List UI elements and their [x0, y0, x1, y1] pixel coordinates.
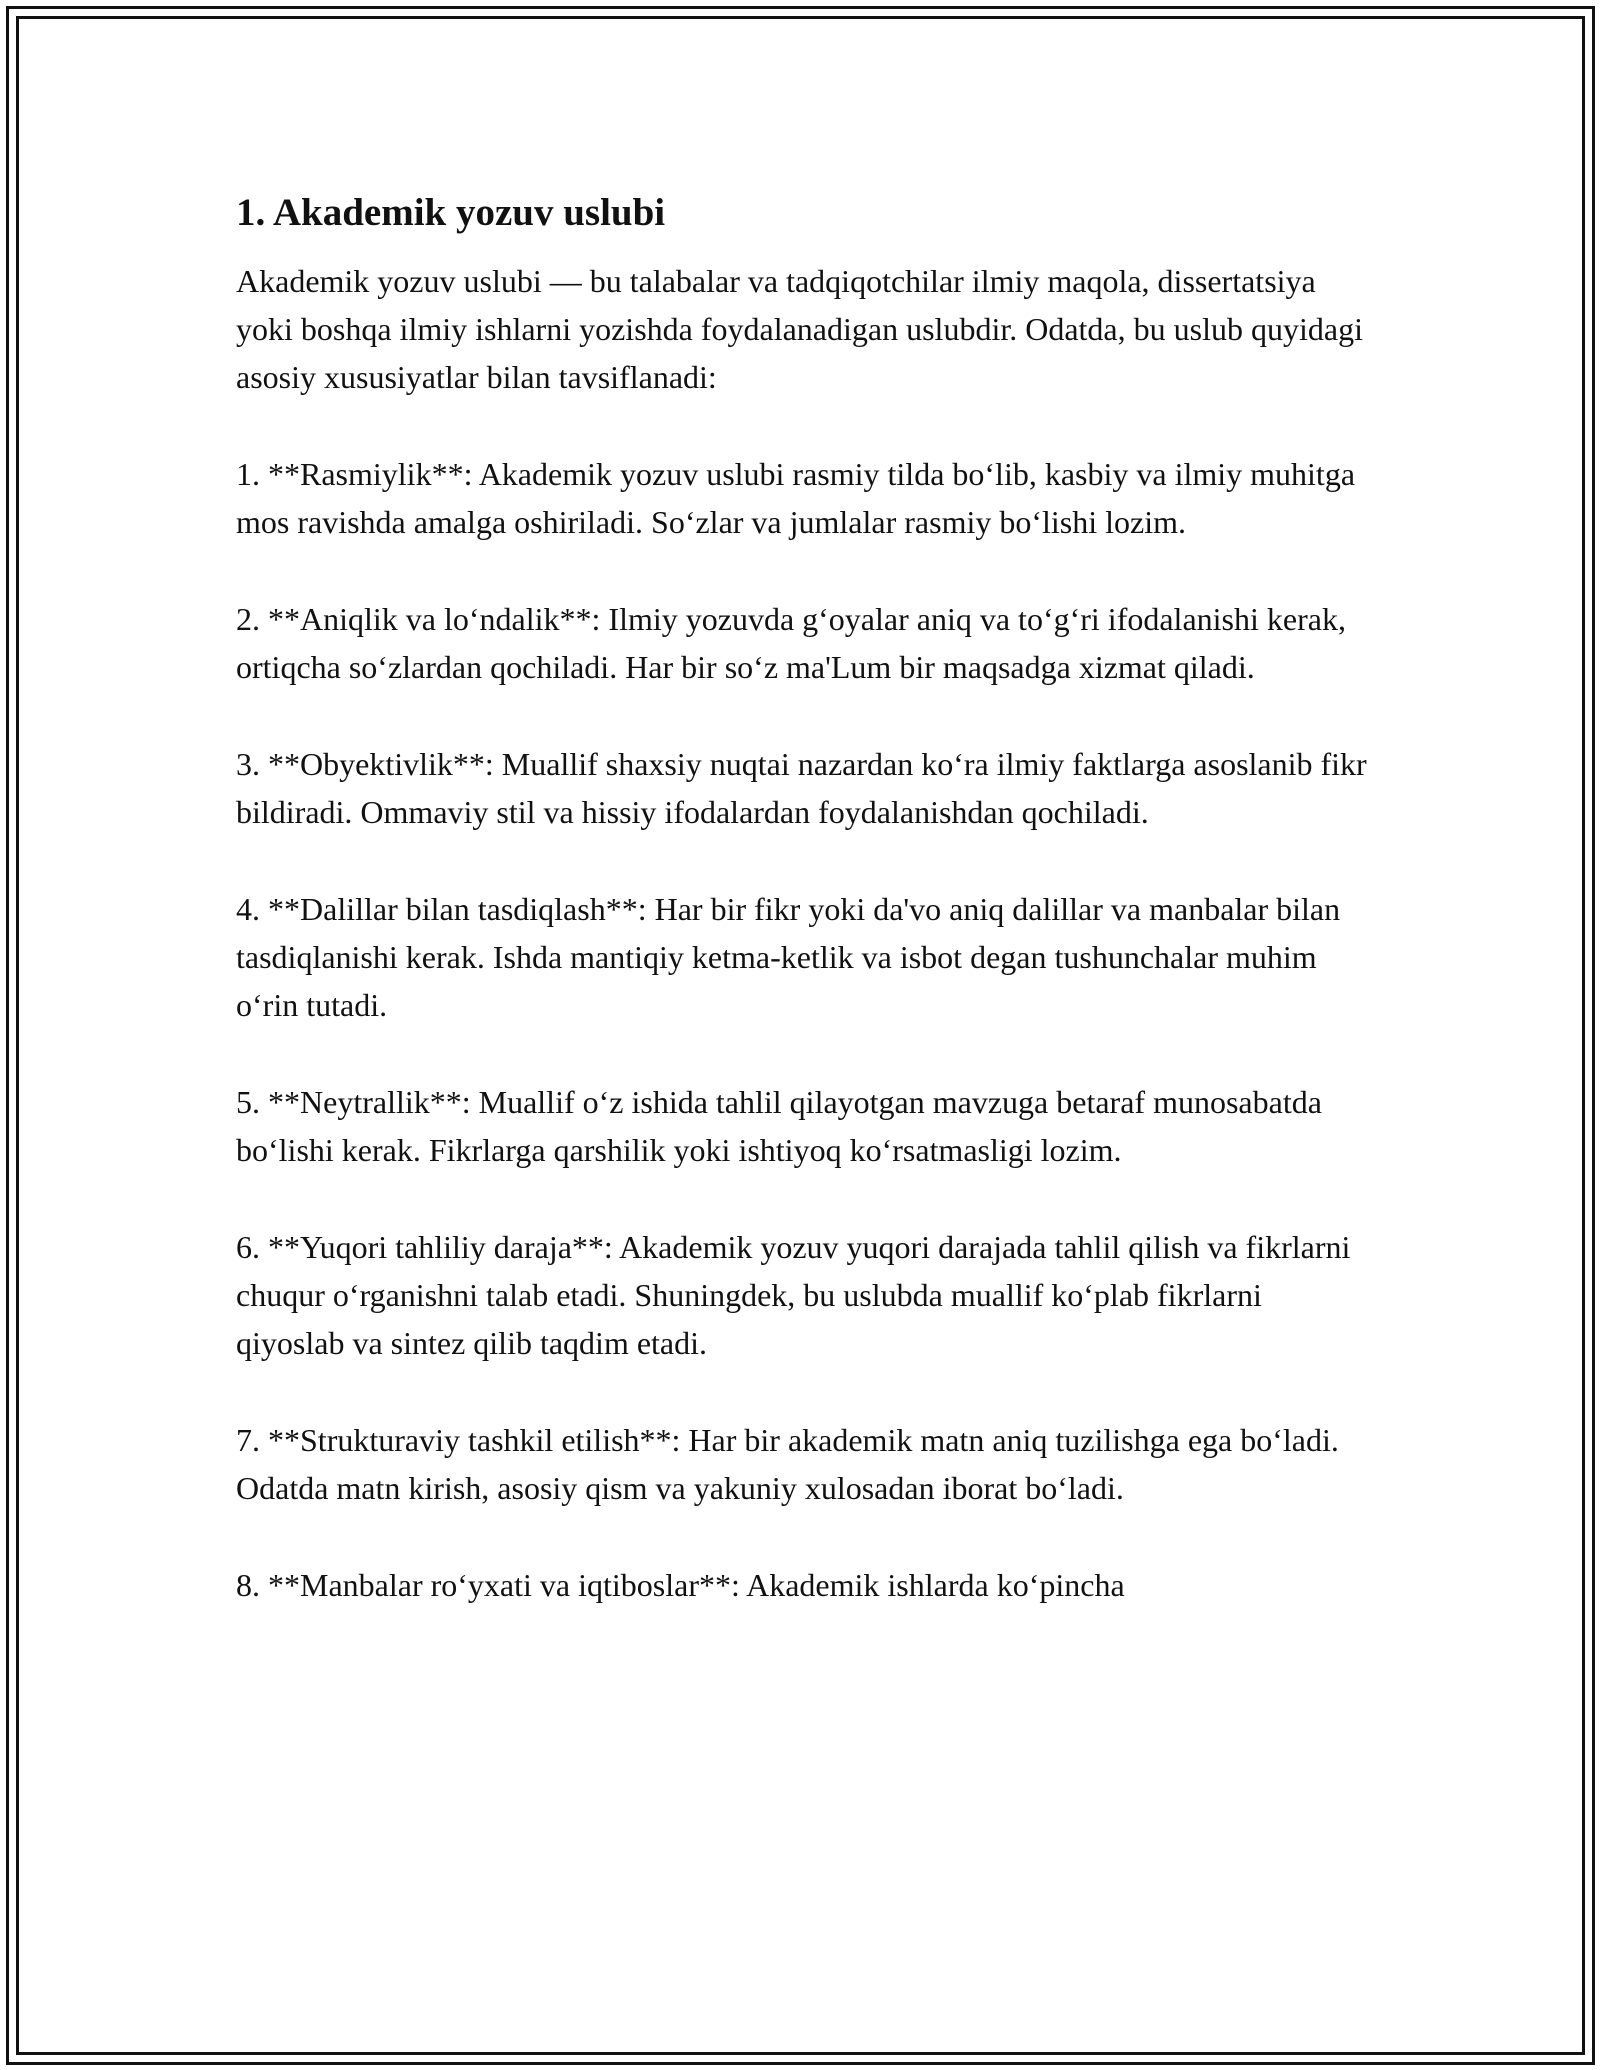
- section-heading: 1. Akademik yozuv uslubi: [236, 191, 666, 234]
- list-item-manbalar: 8. **Manbalar roʻyxati va iqtiboslar**: Akademik ishlarda koʻpincha: [236, 1567, 1125, 1603]
- intro-paragraph: Akademik yozuv uslubi — bu talabalar va tadqiqotchilar ilmiy maqola, dissertatsiya yoki boshqa ilmiy ishlarni yozishda foydalanadigan uslubdir. Odatda, bu uslub quyidagi asosiy xususiyatlar bilan tavsiflanadi:: [236, 263, 1363, 395]
- list-item-aniqlik: 2. **Aniqlik va loʻndalik**: Ilmiy yozuvda gʻoyalar aniq va toʻgʻri ifodalanishi kerak, ortiqcha soʻzlardan qochiladi. Har bir soʻz ma'Lum bir maqsadga xizmat qiladi.: [236, 601, 1346, 685]
- list-item-neytrallik: 5. **Neytrallik**: Muallif oʻz ishida tahlil qilayotgan mavzuga betaraf munosabatda boʻlishi kerak. Fikrlarga qarshilik yoki ishtiyoq koʻrsatmasligi lozim.: [236, 1084, 1322, 1168]
- list-item-obyektivlik: 3. **Obyektivlik**: Muallif shaxsiy nuqtai nazardan koʻra ilmiy faktlarga asoslanib fikr bildiradi. Ommaviy stil va hissiy ifodalardan foydalanishdan qochiladi.: [236, 746, 1367, 830]
- document-body: [236, 185, 1376, 1609]
- list-item-strukturaviy: 7. **Strukturaviy tashkil etilish**: Har bir akademik matn aniq tuzilishga ega boʻladi. Odatda matn kirish, asosiy qism va yakuniy xulosadan iborat boʻladi.: [236, 1422, 1339, 1506]
- list-item-rasmiylik: 1. **Rasmiylik**: Akademik yozuv uslubi rasmiy tilda boʻlib, kasbiy va ilmiy muhitga mos ravishda amalga oshiriladi. Soʻzlar va jumlalar rasmiy boʻlishi lozim.: [236, 456, 1356, 540]
- list-item-dalillar: 4. **Dalillar bilan tasdiqlash**: Har bir fikr yoki da'vo aniq dalillar va manbalar bilan tasdiqlanishi kerak. Ishda mantiqiy ketma-ketlik va isbot degan tushunchalar muhim oʻrin tutadi.: [236, 891, 1341, 1023]
- list-item-tahliliy-daraja: 6. **Yuqori tahliliy daraja**: Akademik yozuv yuqori darajada tahlil qilish va fikrlarni chuqur oʻrganishni talab etadi. Shuningdek, bu uslubda muallif koʻplab fikrlarni qiyoslab va sintez qilib taqdim etadi.: [236, 1229, 1351, 1361]
